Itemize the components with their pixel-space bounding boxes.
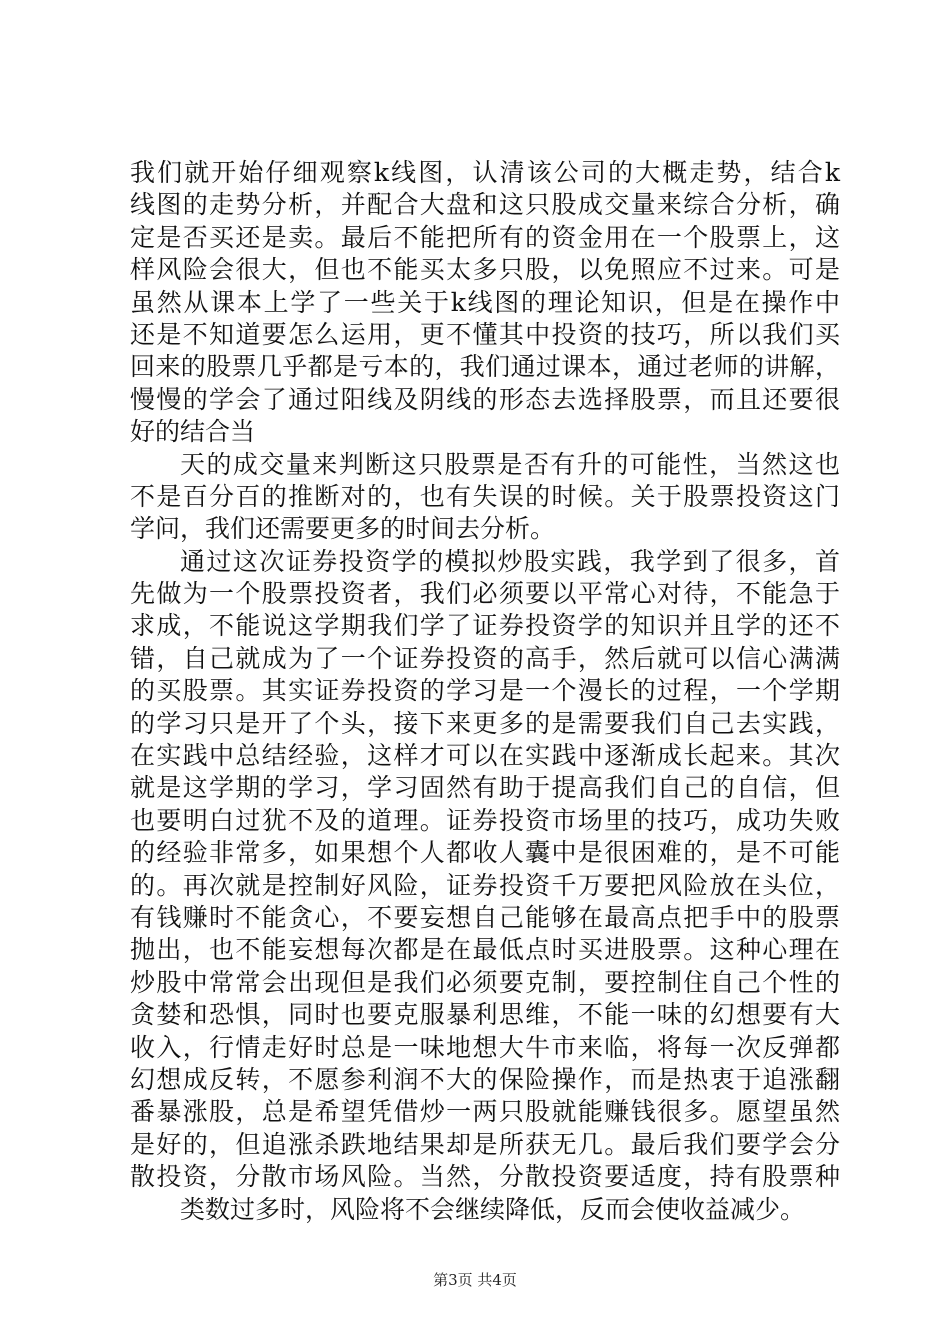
text-line: 有钱赚时不能贪心，不要妄想自己能够在最高点把手中的股票	[130, 902, 840, 932]
text-line: 还是不知道要怎么运用，更不懂其中投资的技巧，所以我们买	[130, 319, 840, 349]
document-body	[130, 157, 840, 1226]
text-line: 错，自己就成为了一个证券投资的高手，然后就可以信心满满	[130, 643, 840, 673]
paragraph-first-line: 天的成交量来判断这只股票是否有升的可能性，当然这也	[180, 449, 840, 479]
text-line: 求成，不能说这学期我们学了证券投资学的知识并且学的还不	[130, 611, 840, 641]
text-line: 样风险会很大，但也不能买太多只股，以免照应不过来。可是	[130, 255, 840, 285]
paragraph-first-line: 通过这次证券投资学的模拟炒股实践，我学到了很多，首	[180, 546, 840, 576]
text-line: 的买股票。其实证券投资的学习是一个漫长的过程，一个学期	[130, 676, 840, 706]
text-line: 幻想成反转，不愿参利润不大的保险操作，而是热衷于追涨翻	[130, 1064, 840, 1094]
text-line: 在实践中总结经验，这样才可以在实践中逐渐成长起来。其次	[130, 741, 840, 771]
text-line: 番暴涨股，总是希望凭借炒一两只股就能赚钱很多。愿望虽然	[130, 1097, 840, 1127]
text-line: 是好的，但追涨杀跌地结果却是所获无几。最后我们要学会分	[130, 1129, 840, 1159]
text-line: 的。再次就是控制好风险，证券投资千万要把风险放在头位，	[130, 870, 840, 900]
text-line: 也要明白过犹不及的道理。证券投资市场里的技巧，成功失败	[130, 805, 840, 835]
text-line: 定是否买还是卖。最后不能把所有的资金用在一个股票上，这	[130, 222, 840, 252]
text-line: 慢慢的学会了通过阳线及阴线的形态去选择股票，而且还要很	[130, 384, 840, 414]
text-line: 不是百分百的推断对的，也有失误的时候。关于股票投资这门	[130, 481, 840, 511]
text-line: 好的结合当	[130, 417, 256, 447]
text-line: 的经验非常多，如果想个人都收人囊中是很困难的，是不可能	[130, 838, 840, 868]
text-line: 收入，行情走好时总是一味地想大牛市来临，将每一次反弹都	[130, 1032, 840, 1062]
text-line: 虽然从课本上学了一些关于k线图的理论知识，但是在操作中	[130, 287, 840, 317]
page-number-footer: 第3页 共4页	[433, 1271, 517, 1289]
text-line: 散投资，分散市场风险。当然，分散投资要适度，持有股票种	[130, 1162, 840, 1192]
text-line: 的学习只是开了个头，接下来更多的是需要我们自己去实践，	[130, 708, 840, 738]
text-line: 贪婪和恐惧，同时也要克服暴利思维，不能一味的幻想要有大	[130, 1000, 840, 1030]
text-line: 炒股中常常会出现但是我们必须要克制，要控制住自己个性的	[130, 967, 840, 997]
text-line: 回来的股票几乎都是亏本的，我们通过课本，通过老师的讲解，	[130, 352, 840, 382]
text-line: 先做为一个股票投资者，我们必须要以平常心对待，不能急于	[130, 579, 840, 609]
text-line: 就是这学期的学习，学习固然有助于提高我们自己的自信，但	[130, 773, 840, 803]
text-line: 抛出，也不能妄想每次都是在最低点时买进股票。这种心理在	[130, 935, 840, 965]
text-line: 线图的走势分析，并配合大盘和这只股成交量来综合分析，确	[130, 190, 840, 220]
text-line: 我们就开始仔细观察k线图，认清该公司的大概走势，结合k	[130, 158, 840, 187]
text-line: 学问，我们还需要更多的时间去分析。	[130, 514, 556, 544]
paragraph-first-line: 类数过多时，风险将不会继续降低，反而会使收益减少。	[180, 1194, 806, 1224]
